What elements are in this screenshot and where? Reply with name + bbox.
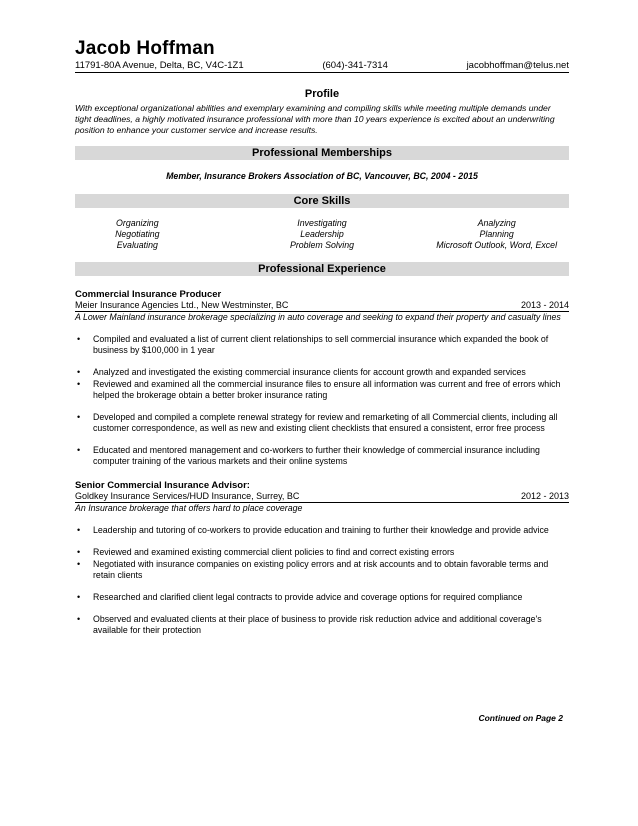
skill: Negotiating [115, 229, 160, 239]
job-title: Senior Commercial Insurance Advisor: [75, 480, 250, 491]
list-item: • Researched and clarified client legal contracts to provide advice and coverage options for required compliance [75, 592, 569, 603]
skill: Evaluating [116, 240, 158, 250]
list-item: • Negotiated with insurance companies on existing policy errors and at risk accounts and to obtain favorable terms and retain clients [75, 559, 569, 581]
job-company-line [75, 491, 569, 503]
membership-text: Member, Insurance Brokers Association of BC, Vancouver, BC, 2004 - 2015 [166, 171, 478, 181]
contact-line [75, 60, 569, 73]
skills-heading: Core Skills [75, 194, 569, 208]
list-item: • Educated and mentored management and co-workers to further their knowledge of commercial insurance including computer training of the various markets and their online systems [75, 445, 569, 467]
job-dates: 2013 - 2014 [520, 300, 569, 310]
continued-note: Continued on Page 2 [478, 713, 563, 723]
list-item: • Reviewed and examined all the commercial insurance files to ensure all information was current and free of errors which helped the brokerage obtain a better broker insurance rating [75, 379, 569, 401]
skills-column-3 [404, 218, 569, 251]
job-title: Commercial Insurance Producer [75, 289, 222, 300]
job-bullets [75, 525, 569, 636]
list-item: • Leadership and tutoring of co-workers to provide education and training to further their knowledge and provide advice [75, 525, 569, 536]
list-item: • Developed and compiled a complete renewal strategy for review and remarketing of all Commercial clients, including all customer correspondence, as well as new and existing client checklists that ensured a consistent, error free process [75, 412, 569, 434]
list-item: • Analyzed and investigated the existing commercial insurance clients for account growth and expanded services [75, 367, 569, 378]
job-company: Goldkey Insurance Services/HUD Insurance, Surrey, BC [75, 491, 300, 501]
profile-text: With exceptional organizational abilities and exemplary examining and compiling skills while meeting multiple demands under tight deadlines, a highly motivated insurance professional with more than 10 years experience is excited about an underwriting position to enhance your customer service and increase results. [75, 103, 555, 135]
experience-heading: Professional Experience [75, 262, 569, 276]
address: 11791-80A Avenue, Delta, BC, V4C-1Z1 [75, 60, 244, 71]
skill: Analyzing [477, 218, 516, 228]
job-company-line [75, 300, 569, 312]
list-item: • Observed and evaluated clients at their place of business to provide risk reduction advice and additional coverage's available for their protection [75, 614, 569, 636]
skill: Leadership [300, 229, 344, 239]
profile-heading: Profile [304, 88, 340, 100]
list-item: • Compiled and evaluated a list of current client relationships to sell commercial insurance which expanded the book of business by $100,000 in 1 year [75, 334, 569, 356]
memberships-heading: Professional Memberships [75, 146, 569, 160]
skill: Planning [479, 229, 514, 239]
skill: Problem Solving [289, 240, 355, 250]
skill: Organizing [116, 218, 159, 228]
skills-column-1 [75, 218, 240, 251]
job-bullets [75, 334, 569, 467]
resume-page [75, 38, 569, 636]
skill: Investigating [297, 218, 347, 228]
phone: (604)-341-7314 [322, 60, 388, 71]
job-company: Meier Insurance Agencies Ltd., New Westminster, BC [75, 300, 289, 310]
skills-grid [75, 218, 569, 251]
email: jacobhoffman@telus.net [466, 60, 569, 71]
list-item: • Reviewed and examined existing commercial client policies to find and correct existing errors [75, 547, 569, 558]
candidate-name: Jacob Hoffman [75, 38, 215, 59]
job-dates: 2012 - 2013 [520, 491, 569, 501]
job-description: A Lower Mainland insurance brokerage specializing in auto coverage and seeking to expand their property and casualty lines [75, 312, 561, 322]
skills-column-2 [240, 218, 405, 251]
skill: Microsoft Outlook, Word, Excel [436, 240, 558, 250]
job-description: An Insurance brokerage that offers hard to place coverage [75, 503, 303, 513]
